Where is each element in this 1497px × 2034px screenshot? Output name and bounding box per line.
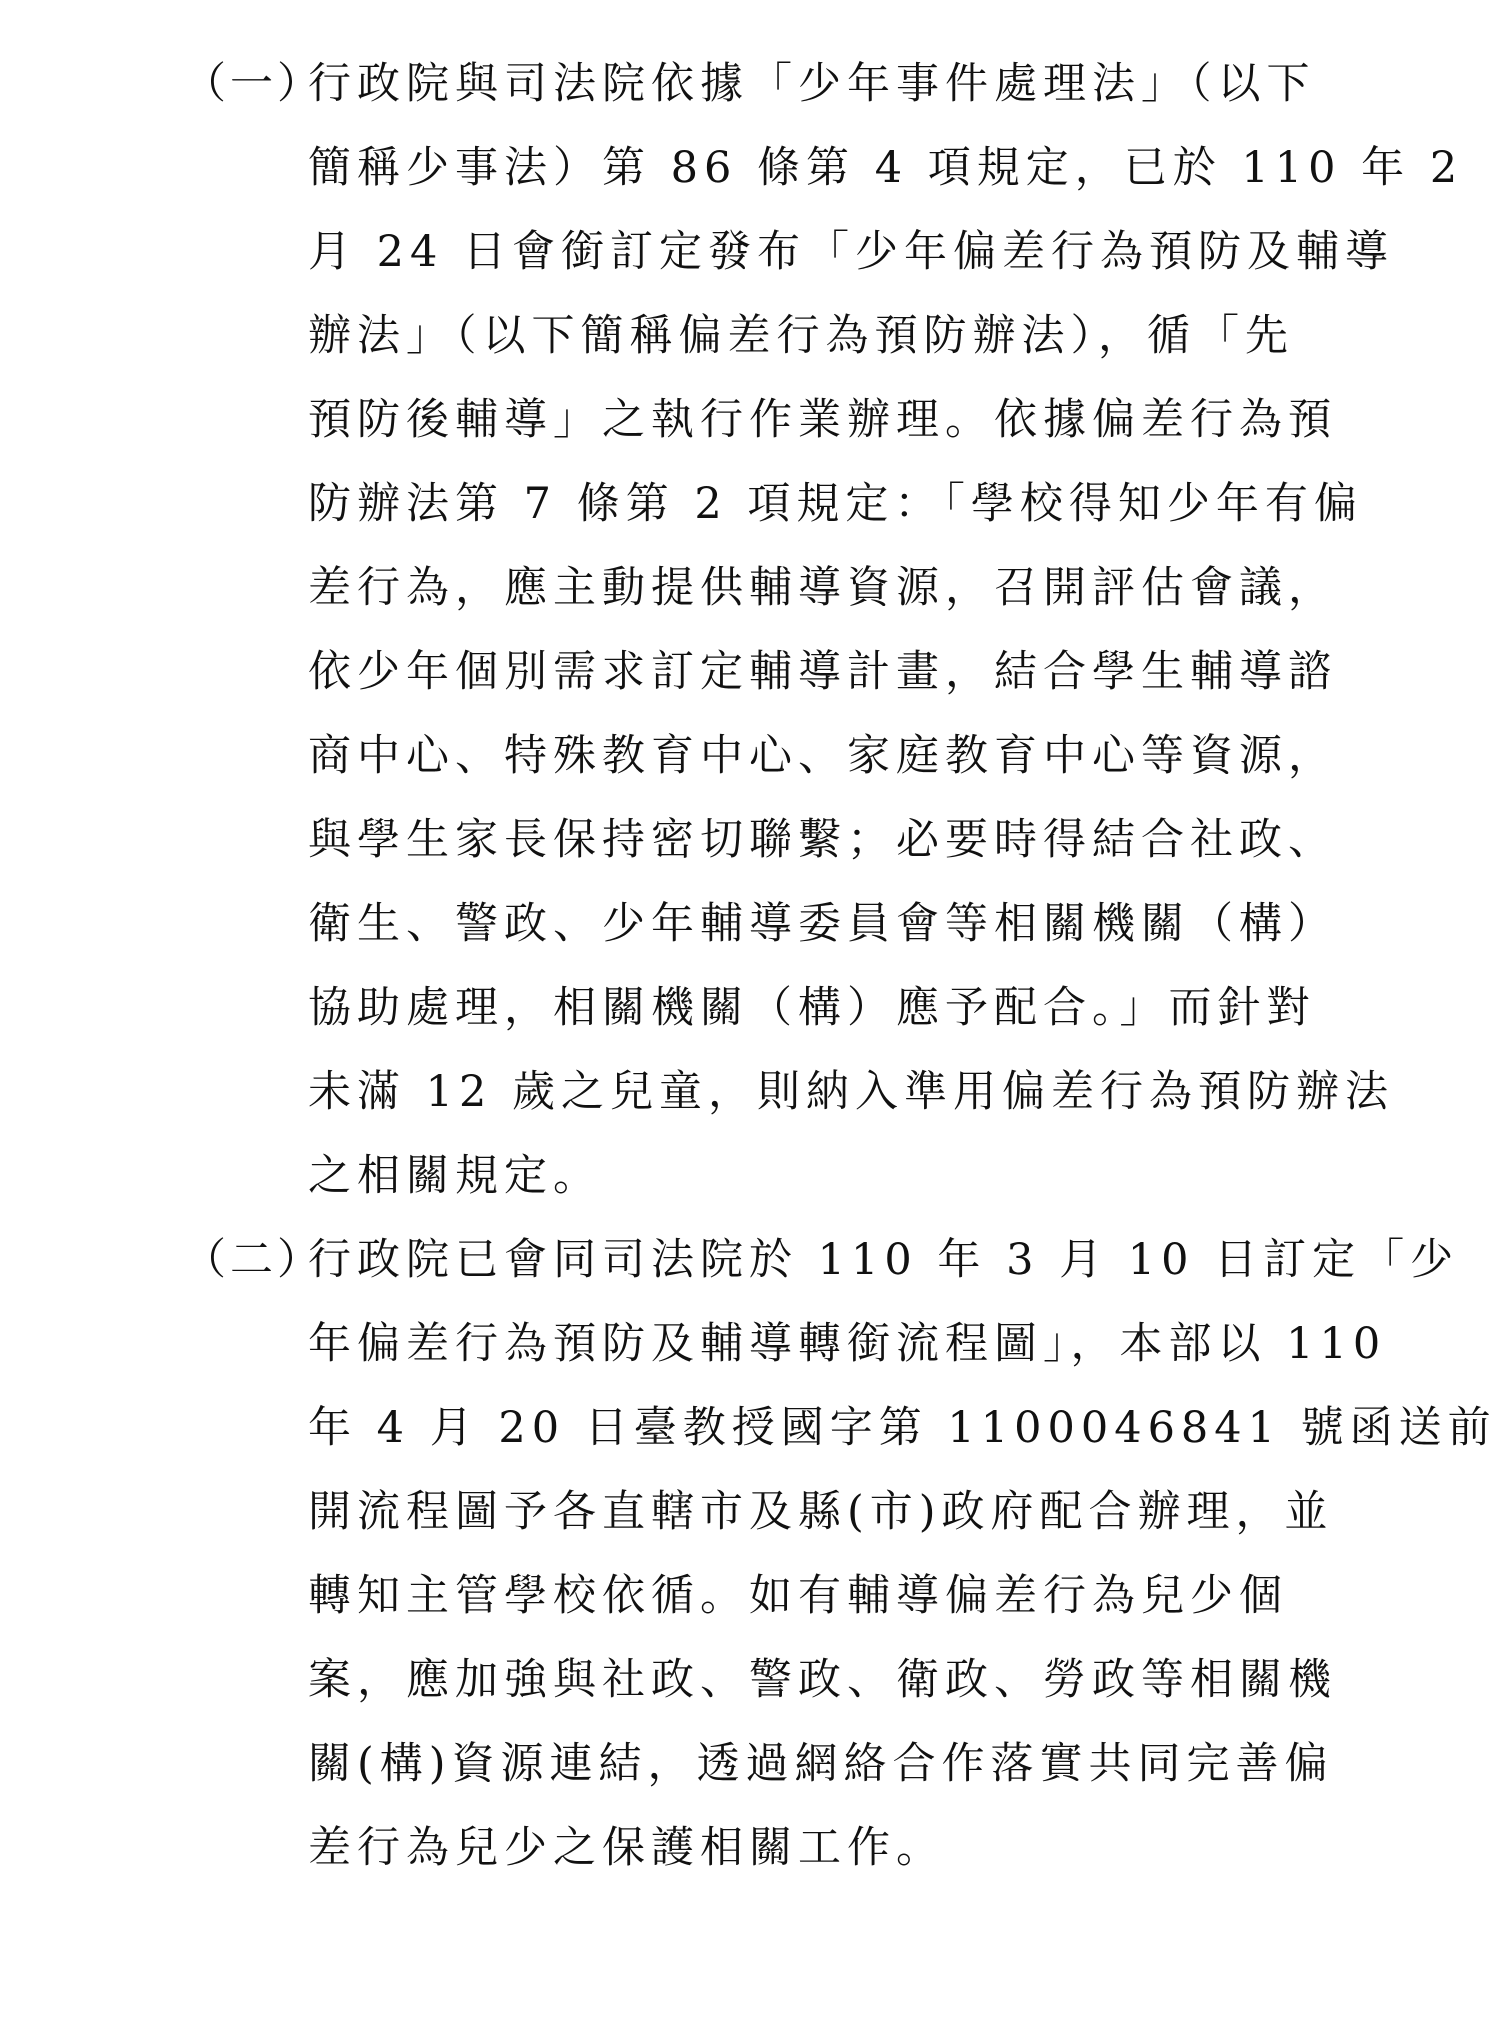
section-1-paragraph <box>308 42 1464 1218</box>
paragraph-line: 與學生家長保持密切聯繫；必要時得結合社政、 <box>308 815 1337 865</box>
paragraph-line: 月 24 日會銜訂定發布「少年偏差行為預防及輔導 <box>308 227 1395 277</box>
paragraph-line: 衛生、警政、少年輔導委員會等相關機關（構） <box>308 899 1337 949</box>
paragraph-line: 開流程圖予各直轄市及縣(市)政府配合辦理，並 <box>308 1487 1334 1537</box>
section-1-marker: （一） <box>183 59 324 109</box>
paragraph-line: 差行為，應主動提供輔導資源，召開評估會議， <box>308 563 1337 613</box>
paragraph-line: 案，應加強與社政、警政、衛政、勞政等相關機 <box>308 1655 1337 1705</box>
paragraph-line: 年偏差行為預防及輔導轉銜流程圖」，本部以 110 <box>308 1319 1387 1369</box>
paragraph-line: 辦法」（以下簡稱偏差行為預防辦法），循「先 <box>308 311 1294 361</box>
section-2-marker: （二） <box>183 1235 324 1285</box>
paragraph-line: 簡稱少事法）第 86 條第 4 項規定，已於 110 年 2 <box>308 143 1464 193</box>
paragraph-line: 之相關規定。 <box>308 1151 602 1201</box>
paragraph-line: 協助處理，相關機關（構）應予配合。」而針對 <box>308 983 1316 1033</box>
paragraph-line: 依少年個別需求訂定輔導計畫，結合學生輔導諮 <box>308 647 1337 697</box>
paragraph-line: 行政院已會同司法院於 110 年 3 月 10 日訂定「少 <box>308 1235 1460 1285</box>
paragraph-line: 商中心、特殊教育中心、家庭教育中心等資源， <box>308 731 1337 781</box>
paragraph-line: 年 4 月 20 日臺教授國字第 1100046841 號函送前 <box>308 1403 1497 1453</box>
paragraph-line: 行政院與司法院依據「少年事件處理法」（以下 <box>308 59 1316 109</box>
paragraph-line: 未滿 12 歲之兒童，則納入準用偏差行為預防辦法 <box>308 1067 1395 1117</box>
paragraph-line: 預防後輔導」之執行作業辦理。依據偏差行為預 <box>308 395 1337 445</box>
paragraph-line: 防辦法第 7 條第 2 項規定：「學校得知少年有偏 <box>308 479 1363 529</box>
paragraph-line: 關(構)資源連結，透過網絡合作落實共同完善偏 <box>308 1739 1334 1789</box>
paragraph-line: 差行為兒少之保護相關工作。 <box>308 1823 945 1873</box>
paragraph-line: 轉知主管學校依循。如有輔導偏差行為兒少個 <box>308 1571 1288 1621</box>
section-2-paragraph <box>308 1218 1497 1890</box>
